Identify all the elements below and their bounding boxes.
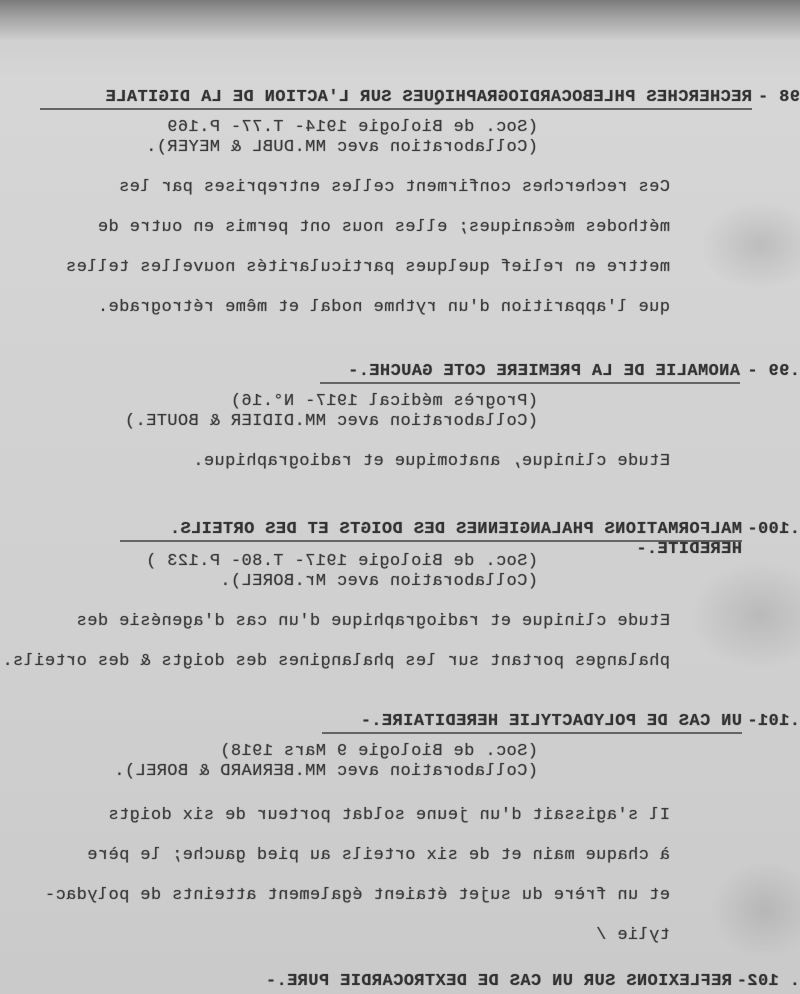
entry-collaboration: (Collaboration avec Mr.BOREL). <box>219 572 538 591</box>
entry-body-line: Etude clinique, anatomique et radiographique. <box>192 452 670 471</box>
entry-body-line: phalanges portant sur les phalangines des doigts & des orteils. <box>2 652 670 671</box>
entry-title: UN CAS DE POLYDACTYLIE HEREDITAIRE.- <box>360 712 742 731</box>
entry-title: ANOMALIE DE LA PREMIERE COTE GAUCHE.- <box>347 362 740 381</box>
entry-number: .101- <box>746 712 800 731</box>
entry-body-line: que l'apparition d'un rythme nodal et même rétrograde. <box>97 298 670 317</box>
entry-collaboration: (Collaboration avec MM.BERNARD & BOREL). <box>113 762 538 781</box>
entry-body-line: Ces recherches confirment celles entreprises par les <box>118 178 670 197</box>
entry-reference: (Progrès médical 1917- N°.16) <box>230 392 538 411</box>
entry-body-line: Etude clinique et radiographique d'un cas d'agenésie des <box>76 612 670 631</box>
entry-body-line: à chaque main et de six orteils au pied gauche; le père <box>86 846 670 865</box>
entry-title: REFLEXIONS SUR UN CAS DE DEXTROCARDIE PURE.- <box>265 972 732 991</box>
entry-reference: (Soc. de Biologie 1914- T.77- P.169 <box>166 118 538 137</box>
entry-body-line: mettre en relief quelques particularités nouvelles telles <box>65 258 670 277</box>
entry-number: .100- <box>746 520 800 539</box>
entry-number: . 102- <box>736 972 800 991</box>
entry-body-line: Il s'agissait d'un jeune soldat porteur de six doigts <box>108 806 670 825</box>
title-underline <box>40 108 752 110</box>
entry-title-continuation: HEREDITE.- <box>635 540 742 559</box>
entry-body-line: tylie / <box>595 926 670 945</box>
entry-title: MALFORMATIONS PHALANGIENNES DES DOIGTS ET DES ORTEILS. <box>169 520 742 539</box>
entry-number: .99 - <box>746 362 800 381</box>
entry-reference: (Soc. de Biologie 9 Mars 1918) <box>219 742 538 761</box>
entry-reference: (Soc. de Biologie 1917- T.80- P.123 ) <box>145 552 538 571</box>
entry-title: RECHERCHES PHLEBOCARDIOGRAPHIQUES SUR L'ACTION DE LA DIGITALE <box>105 88 752 107</box>
entry-collaboration: (Collaboration avec MM.DIDIER & BOUTE.) <box>124 412 538 431</box>
title-underline <box>320 382 740 384</box>
title-underline <box>322 732 742 734</box>
entry-body-line: et un frère du sujet étaient également atteints de polydac- <box>44 886 670 905</box>
entry-number: 98 - <box>757 88 800 107</box>
entry-collaboration: (Collaboration avec MM.DUBL & MEYER). <box>145 138 538 157</box>
entry-body-line: méthodes mécaniques; elles nous ont permis en outre de <box>97 218 670 237</box>
